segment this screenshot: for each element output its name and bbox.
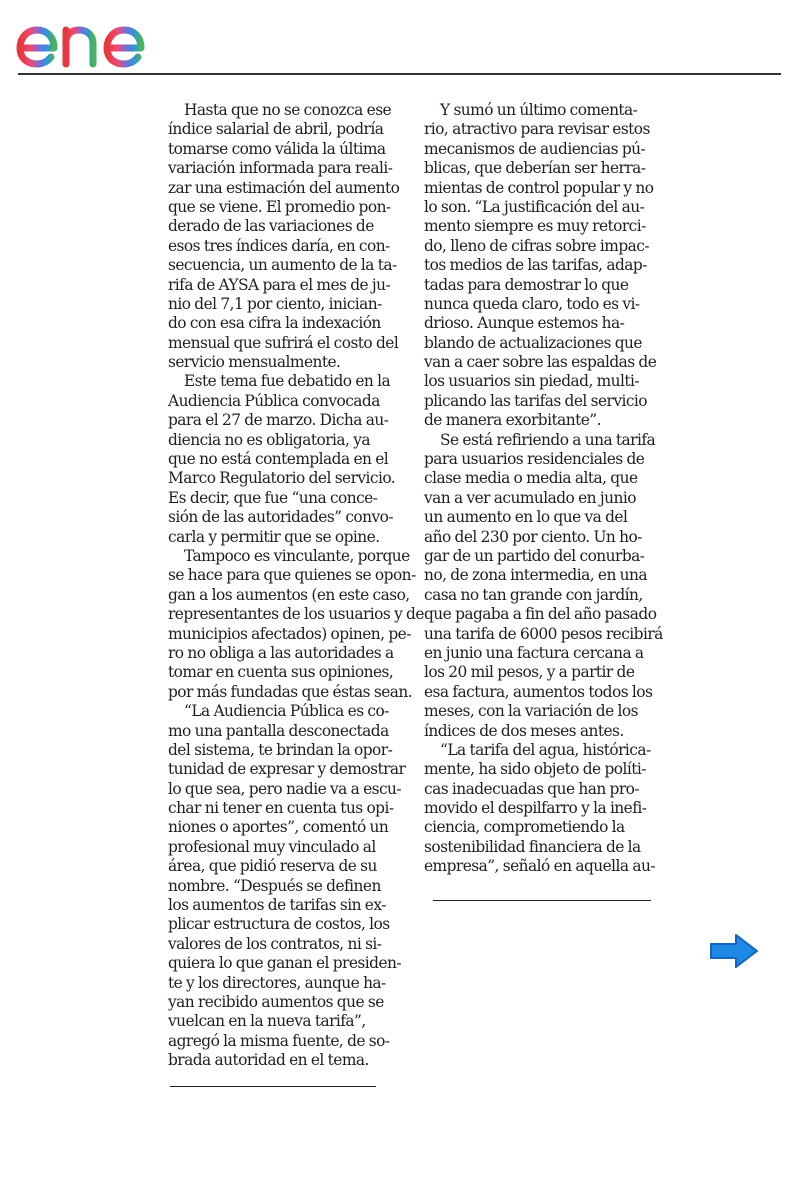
text-line: quiera lo que ganan el presiden- [168, 954, 402, 973]
text-line: mecanismos de audiencias pú- [424, 139, 646, 158]
text-line: una tarifa de 6000 pesos recibirá [424, 624, 663, 643]
text-line: esa factura, aumentos todos los [424, 682, 653, 701]
text-line: lo que sea, pero nadie va a escu- [168, 779, 402, 798]
text-line: Audiencia Pública convocada [168, 391, 380, 410]
text-line: “La Audiencia Pública es co- [184, 702, 389, 721]
text-line: para el 27 de marzo. Dicha au- [168, 411, 389, 430]
text-line: derado de las variaciones de [168, 217, 374, 236]
text-line: representantes de los usuarios y de [168, 605, 424, 624]
text-line: carla y permitir que se opine. [168, 527, 380, 546]
text-line: se hace para que quienes se opon- [168, 566, 416, 585]
text-line: no, de zona intermedia, en una [424, 566, 648, 585]
text-line: clase media o media alta, que [424, 469, 638, 488]
arrow-right-icon[interactable] [708, 932, 760, 970]
text-line: los aumentos de tarifas sin ex- [168, 896, 386, 915]
text-line: ro no obliga a las autoridades a [168, 643, 394, 662]
text-line: movido el despilfarro y la inefi- [424, 799, 647, 818]
text-line: lo son. “La justificación del au- [424, 197, 645, 216]
text-line: mo una pantalla desconectada [168, 721, 389, 740]
text-line: del sistema, te brindan la opor- [168, 740, 393, 759]
text-line: de manera exorbitante”. [424, 411, 601, 430]
text-line: casa no tan grande con jardín, [424, 585, 643, 604]
text-line: tomarse como válida la última [168, 139, 386, 158]
column-end-rule-right [433, 900, 651, 901]
text-line: que se viene. El promedio pon- [168, 197, 391, 216]
text-line: los 20 mil pesos, y a partir de [424, 663, 635, 682]
text-line: tadas para demostrar lo que [424, 275, 629, 294]
text-line: sión de las autoridades” convo- [168, 508, 394, 527]
text-line: yan recibido aumentos que se [168, 992, 384, 1011]
text-line: Se está refiriendo a una tarifa [440, 430, 656, 449]
column-end-rule-left [170, 1086, 376, 1087]
text-line: tos medios de las tarifas, adap- [424, 256, 647, 275]
article-column-left [168, 101, 424, 1071]
text-line: tunidad de expresar y demostrar [168, 760, 406, 779]
text-line: gan a los aumentos (en este caso, [168, 585, 410, 604]
text-line: mente, ha sido objeto de políti- [424, 760, 646, 779]
text-line: zar una estimación del aumento [168, 178, 400, 197]
text-line: “La tarifa del agua, histórica- [440, 740, 651, 759]
text-line: área, que pidió reserva de su [168, 857, 377, 876]
text-line: un aumento en lo que va del [424, 508, 628, 527]
text-line: Y sumó un último comenta- [440, 101, 638, 119]
text-line: rio, atractivo para revisar estos [424, 120, 650, 139]
text-line: char ni tener en cuenta tus opi- [168, 799, 394, 818]
text-line: diencia no es obligatoria, ya [168, 430, 370, 449]
text-line: índice salarial de abril, podría [168, 120, 384, 139]
text-line: sostenibilidad financiera de la [424, 837, 641, 856]
enel-logo [16, 6, 182, 70]
text-line: valores de los contratos, ni si- [168, 934, 382, 953]
text-line: para usuarios residenciales de [424, 450, 645, 469]
text-line: secuencia, un aumento de la ta- [168, 256, 397, 275]
text-line: vuelcan en la nueva tarifa”, [168, 1012, 366, 1031]
text-line: blando de actualizaciones que [424, 333, 642, 352]
text-line: nunca queda claro, todo es vi- [424, 294, 640, 313]
text-line: variación informada para reali- [168, 159, 393, 178]
text-line: do con esa cifra la indexación [168, 314, 381, 333]
text-line: rifa de AYSA para el mes de ju- [168, 275, 391, 294]
text-line: Este tema fue debatido en la [184, 372, 391, 391]
text-line: Es decir, que fue “una conce- [168, 488, 378, 507]
text-line: los usuarios sin piedad, multi- [424, 372, 640, 391]
text-line: mensual que sufrirá el costo del [168, 333, 399, 352]
text-line: profesional muy vinculado al [168, 837, 376, 856]
text-line: Marco Regulatorio del servicio. [168, 469, 396, 488]
text-line: mento siempre es muy retorci- [424, 217, 646, 236]
text-line: que pagaba a fin del año pasado [424, 605, 657, 624]
text-line: do, lleno de cifras sobre impac- [424, 236, 649, 255]
text-line: índices de dos meses antes. [424, 721, 624, 740]
text-line: drioso. Aunque estemos ha- [424, 314, 625, 333]
text-line: mientas de control popular y no [424, 178, 654, 197]
article-column-right [424, 101, 669, 877]
text-line: Tampoco es vinculante, porque [184, 546, 410, 565]
text-line: meses, con la variación de los [424, 702, 638, 721]
text-line: plicando las tarifas del servicio [424, 391, 648, 410]
text-line: nombre. “Después se definen [168, 876, 381, 895]
text-line: agregó la misma fuente, de so- [168, 1031, 390, 1050]
text-line: gar de un partido del conurba- [424, 546, 645, 565]
text-line: blicas, que deberían ser herra- [424, 159, 646, 178]
text-line: por más fundadas que éstas sean. [168, 682, 413, 701]
text-line: empresa”, señaló en aquella au- [424, 857, 656, 876]
text-line: Hasta que no se conozca ese [184, 101, 392, 119]
text-line: brada autoridad en el tema. [168, 1051, 369, 1070]
text-line: cas inadecuadas que han pro- [424, 779, 640, 798]
text-line: plicar estructura de costos, los [168, 915, 390, 934]
text-line: niones o aportes”, comentó un [168, 818, 389, 837]
text-line: ciencia, comprometiendo la [424, 818, 625, 837]
text-line: en junio una factura cercana a [424, 643, 644, 662]
text-line: año del 230 por ciento. Un ho- [424, 527, 642, 546]
header-rule [18, 73, 781, 75]
text-line: esos tres índices daría, en con- [168, 236, 390, 255]
text-line: van a caer sobre las espaldas de [424, 353, 657, 372]
text-line: tomar en cuenta sus opiniones, [168, 663, 394, 682]
text-line: municipios afectados) opinen, pe- [168, 624, 411, 643]
text-line: te y los directores, aunque ha- [168, 973, 386, 992]
text-line: que no está contemplada en el [168, 450, 389, 469]
text-line: servicio mensualmente. [168, 353, 341, 372]
text-line: nio del 7,1 por ciento, inician- [168, 294, 382, 313]
text-line: van a ver acumulado en junio [424, 488, 636, 507]
